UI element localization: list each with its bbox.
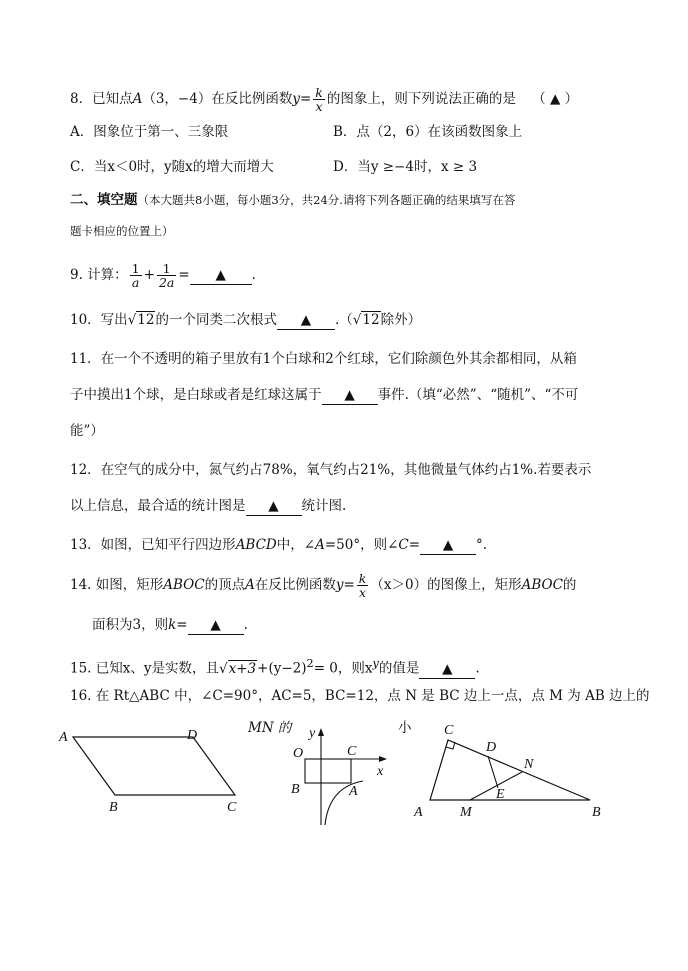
- q14-text-b: 的顶点: [204, 577, 246, 593]
- q11-text-a: 子中摸出1个球，是白球或者是红球这属于: [70, 387, 322, 403]
- q8-text: 8．已知点: [70, 91, 133, 107]
- q9-f1-num: 1: [131, 261, 140, 276]
- q9-f1-den: a: [131, 275, 140, 290]
- q10-answer-blank[interactable]: ▲: [277, 311, 335, 330]
- q10-label: 10．写出: [70, 312, 128, 328]
- q14-text-a: 14. 如图，矩形: [70, 577, 164, 593]
- q12-text-a: 以上信息，最合适的统计图是: [70, 498, 246, 514]
- q14-numerator: k: [358, 571, 367, 586]
- section-title: 二、填空题: [70, 192, 138, 208]
- q13-end: °.: [476, 537, 488, 553]
- q10-sqrt-2: √12: [352, 312, 380, 328]
- q14-answer-blank[interactable]: ▲: [188, 616, 244, 635]
- q16-partial-a: MN 的: [248, 720, 292, 736]
- section-note-2: 题卡相应的位置上）: [70, 224, 174, 238]
- q14-eq: =: [343, 577, 355, 593]
- fig3-label-c: C: [444, 723, 454, 738]
- fig3-label-a: A: [414, 805, 423, 820]
- figure-parallelogram: [55, 725, 255, 820]
- section-note-1: （本大题共8小题，每小题3分，共24分.请将下列各题正确的结果填写在答: [137, 193, 516, 207]
- q14-text-d: 的: [562, 577, 577, 593]
- q16-partial-b: 小: [398, 720, 412, 736]
- q12-line-1: 12．在空气的成分中，氮气约占78%，氧气约占21%，其他微量气体约占1%.若要表示: [70, 462, 592, 478]
- q11-text-b: 事件.（填“必然”、“随机”、“不可: [377, 387, 579, 403]
- section-heading: [70, 191, 515, 209]
- x-axis-arrow: [379, 756, 387, 762]
- q14-end: .: [243, 617, 248, 633]
- y-axis-arrow: [318, 728, 324, 736]
- q8-stem: [70, 86, 578, 113]
- q14-point: A: [245, 577, 255, 593]
- q14-line-2: [92, 616, 248, 635]
- q15-exponent: 2: [306, 657, 314, 670]
- fig3-label-d: D: [486, 740, 497, 755]
- q16-line-1: 16. 在 Rt△ABC 中，∠C=90°，AC=5，BC=12，点 N 是 BC 边上一点，点 M 为 AB 边上的: [70, 688, 650, 704]
- fig2-label-x: x: [377, 764, 384, 779]
- q13: [70, 536, 487, 555]
- fig2-label-c: C: [347, 744, 357, 759]
- q15-sqrt: √x+3: [219, 660, 257, 677]
- q14-k: k: [168, 617, 177, 633]
- q13-angle-c: C: [398, 537, 409, 553]
- q15-answer-blank[interactable]: ▲: [419, 660, 475, 679]
- fig3-label-n: N: [524, 757, 534, 772]
- figure-right-triangle: [408, 718, 608, 823]
- q8-point: A: [132, 91, 143, 107]
- q15-text-a: 15. 已知x、y是实数，且: [70, 660, 220, 677]
- q8-option-d[interactable]: D．当y ≥−4时，x ≥ 3: [333, 159, 478, 175]
- q15-text-d: 的值是: [378, 660, 420, 677]
- q9-f2-num: 1: [157, 262, 176, 276]
- q10-radicand: 12: [137, 312, 155, 328]
- fig3-label-e: E: [496, 787, 505, 802]
- fig2-label-y: y: [309, 726, 316, 741]
- q14-rect-2: ABOC: [521, 577, 563, 593]
- q15-radicand: x+3: [228, 660, 257, 677]
- q13-answer-blank[interactable]: ▲: [420, 536, 476, 555]
- q9-end: .: [251, 267, 256, 283]
- fig1-label-b: B: [109, 800, 118, 815]
- q15-exponent-2: y: [372, 657, 379, 670]
- q9-fraction-1: [130, 262, 142, 289]
- q8-fraction: [313, 86, 325, 113]
- q9-f2-den: 2a: [158, 275, 175, 290]
- q8-option-a[interactable]: A．图象位于第一、三象限: [70, 124, 229, 140]
- fig2-label-o: O: [293, 746, 304, 761]
- fig3-label-b: B: [592, 805, 601, 820]
- q14-rect: ABOC: [163, 577, 205, 593]
- q15-text-b: +(y−2): [257, 660, 307, 677]
- fig3-label-m: M: [460, 805, 472, 820]
- q8-answer-slot[interactable]: （ ▲ ）: [532, 91, 579, 107]
- q11-line-2: [70, 386, 578, 405]
- q15: [70, 655, 480, 679]
- q14-func-y: y: [335, 577, 344, 593]
- q14-denominator: x: [359, 585, 367, 600]
- q9-plus: +: [143, 267, 155, 283]
- q10-sqrt: √12: [127, 312, 155, 328]
- q8-eq: =: [299, 91, 312, 107]
- q12-answer-blank[interactable]: ▲: [246, 497, 302, 516]
- parallelogram-shape: [73, 737, 235, 795]
- q12-line-2: [70, 497, 346, 516]
- q10-paren-close: 除外）: [380, 312, 422, 328]
- q14-text-f: =: [176, 617, 188, 633]
- q14-text-e: 面积为3，则: [92, 617, 169, 633]
- q13-text-d: =: [408, 537, 421, 553]
- rectangle-aboc: [305, 759, 351, 783]
- q8-text-2: 的图象上，则下列说法正确的是: [326, 91, 516, 107]
- triangle-abc: [430, 740, 590, 800]
- q14-text-c: 在反比例函数: [254, 577, 336, 593]
- q10: [70, 311, 421, 330]
- q14-fraction: [357, 572, 369, 599]
- fig1-label-a: A: [59, 730, 68, 745]
- fig2-label-a: A: [349, 784, 358, 799]
- section-note-2-line: [70, 222, 174, 240]
- q9-label: 9. 计算：: [70, 267, 128, 283]
- q15-end: .: [475, 660, 480, 677]
- q14-line-1: [70, 572, 576, 599]
- q8-denominator: x: [315, 99, 323, 114]
- q13-shape: ABCD: [235, 537, 277, 553]
- q10-text: 的一个同类二次根式: [155, 312, 277, 328]
- q8-func-y: y: [292, 91, 300, 107]
- q15-text-c: = 0，则x: [313, 660, 373, 677]
- q14-condition: （x＞0）的图像上，矩形: [370, 577, 522, 593]
- q9-fraction-2: [157, 262, 176, 289]
- figure-rectangle-hyperbola: [285, 725, 395, 830]
- q9-answer-blank[interactable]: ▲: [190, 266, 252, 285]
- fig2-label-b: B: [291, 782, 300, 797]
- q13-text-b: 中，∠: [276, 537, 316, 553]
- q8-coords: （3，−4）在反比例函数: [142, 91, 293, 107]
- q13-angle-a: A: [315, 537, 325, 553]
- q8-option-c[interactable]: C．当x＜0时，y随x的增大而增大: [70, 159, 274, 175]
- q12-text-b: 统计图.: [301, 498, 347, 514]
- q8-numerator: k: [315, 85, 323, 100]
- fig1-label-d: D: [187, 728, 198, 743]
- q11-line-3: 能”）: [70, 423, 104, 439]
- q9-eq: =: [178, 267, 190, 283]
- q8-option-b[interactable]: B．点（2，6）在该函数图象上: [333, 124, 523, 140]
- q13-text-c: =50°，则∠: [324, 537, 399, 553]
- fig1-label-c: C: [227, 800, 237, 815]
- q11-line-1: 11．在一个不透明的箱子里放有1个白球和2个红球，它们除颜色外其余都相同，从箱: [70, 351, 577, 367]
- q13-text-a: 13．如图，已知平行四边形: [70, 537, 236, 553]
- q11-answer-blank[interactable]: ▲: [322, 386, 378, 405]
- q10-radicand-2: 12: [362, 312, 380, 328]
- q9: [70, 262, 256, 289]
- q10-paren-open: .（: [334, 312, 353, 328]
